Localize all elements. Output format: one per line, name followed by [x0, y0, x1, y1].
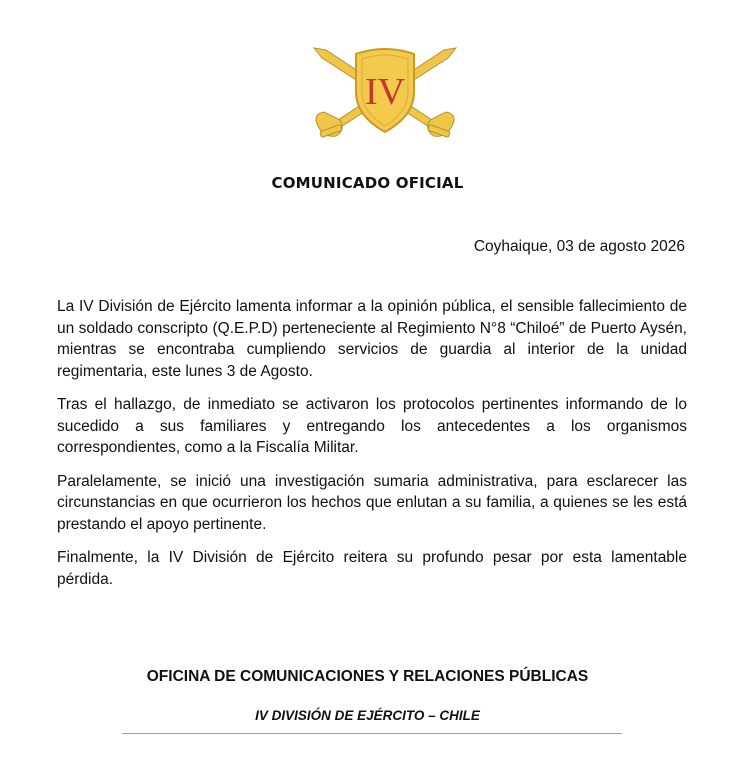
paragraph: Finalmente, la IV División de Ejército reitera su profundo pesar por esta lamentable pérdida.	[57, 549, 687, 588]
emblem-text: IV	[364, 71, 406, 113]
division-crest-icon	[310, 40, 460, 140]
date-line: Coyhaique, 03 de agosto 2026	[473, 238, 685, 255]
division-name: IV DIVISIÓN DE EJÉRCITO – CHILE	[255, 708, 480, 723]
page-title: COMUNICADO OFICIAL	[271, 174, 464, 192]
paragraph: Tras el hallazgo, de inmediato se activaron los protocolos pertinentes informando de lo sucedido a sus familiares y entregando los antecedentes a los organismos correspondientes, como a la Fiscalía Militar.	[57, 396, 687, 456]
office-name: OFICINA DE COMUNICACIONES Y RELACIONES PÚBLICAS	[146, 668, 589, 685]
footer-divider	[122, 733, 622, 734]
paragraph: La IV División de Ejército lamenta informar a la opinión pública, el sensible fallecimiento de un soldado conscripto (Q.E.P.D) perteneciente al Regimiento N°8 “Chiloé” de Puerto Aysén, mientras se encontraba cumpliendo servicios de guardia al interior de la unidad regimentaria, este lunes 3 de Agosto.	[57, 298, 687, 380]
statement-body	[57, 296, 687, 602]
paragraph: Paralelamente, se inició una investigación sumaria administrativa, para esclarecer las circunstancias en que ocurrieron los hechos que enlutan a su familia, a quienes se les está prestando el apoyo pertinente.	[57, 472, 687, 533]
